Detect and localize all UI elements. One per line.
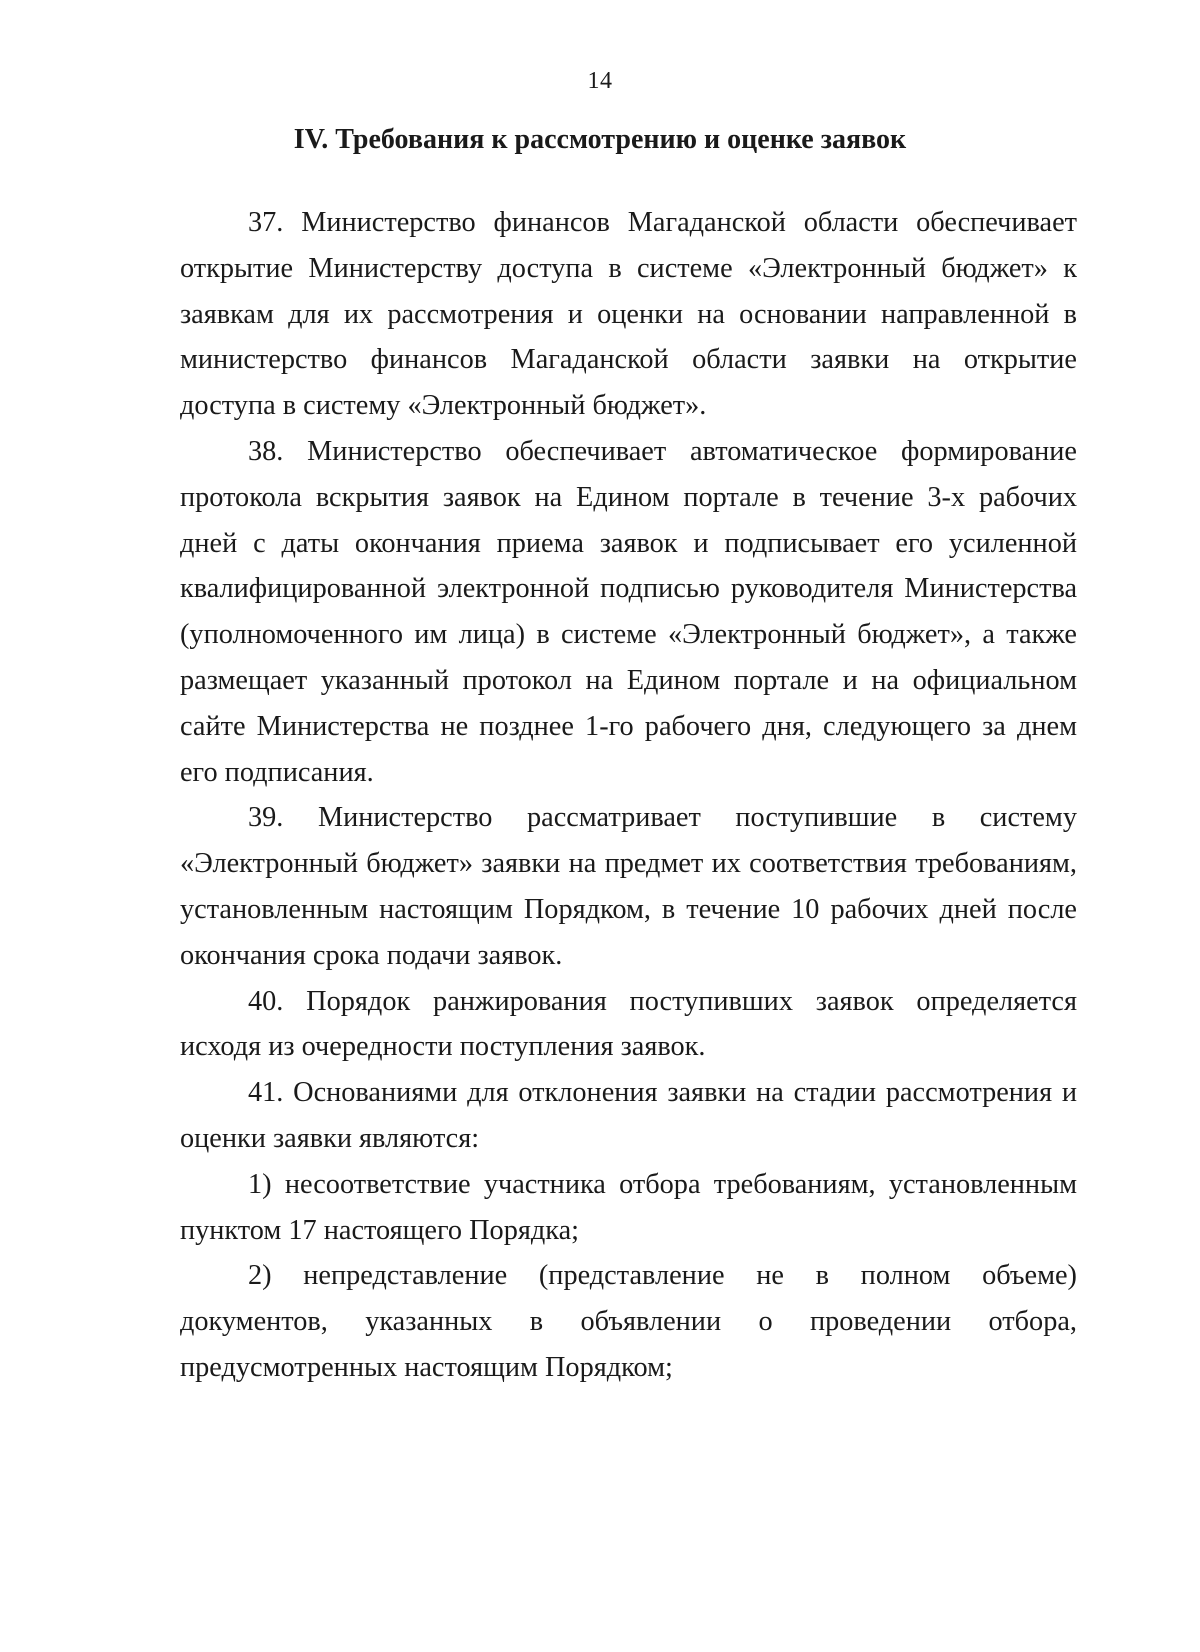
paragraph-38: 38. Министерство обеспечивает автоматическое формирование протокола вскрытия заявок на Едином портале в течение 3-х рабочих дней с даты окончания приема заявок и подписывает его усиленной квалифицированной электронной подписью руководителя Министерства (уполномоченного им лица) в системе «Электронный бюджет», а также размещает указанный протокол на Едином портале и на официальном сайте Министерства не позднее 1-го рабочего дня, следующего за днем его подписания. <box>180 435 1077 788</box>
page-number: 14 <box>587 68 613 94</box>
paragraph-37: 37. Министерство финансов Магаданской области обеспечивает открытие Министерству доступа в системе «Электронный бюджет» к заявкам для их рассмотрения и оценки на основании направленной в министерство финансов Магаданской области заявки на открытие доступа в систему «Электронный бюджет». <box>180 207 1077 422</box>
list-item-2: 2) непредставление (представление не в полном объеме) документов, указанных в объявлении о проведении отбора, предусмотренных настоящим Порядком; <box>180 1260 1077 1383</box>
section-heading: IV. Требования к рассмотрению и оценке заявок <box>293 124 907 155</box>
document-body <box>180 200 1077 1391</box>
paragraph-39: 39. Министерство рассматривает поступившие в систему «Электронный бюджет» заявки на предмет их соответствия требованиям, установленным настоящим Порядком, в течение 10 рабочих дней после окончания срока подачи заявок. <box>180 802 1077 971</box>
list-item-1: 1) несоответствие участника отбора требованиям, установленным пунктом 17 настоящего Порядка; <box>180 1168 1077 1246</box>
paragraph-41: 41. Основаниями для отклонения заявки на стадии рассмотрения и оценки заявки являются: <box>180 1077 1077 1154</box>
paragraph-40: 40. Порядок ранжирования поступивших заявок определяется исходя из очередности поступления заявок. <box>180 985 1077 1063</box>
